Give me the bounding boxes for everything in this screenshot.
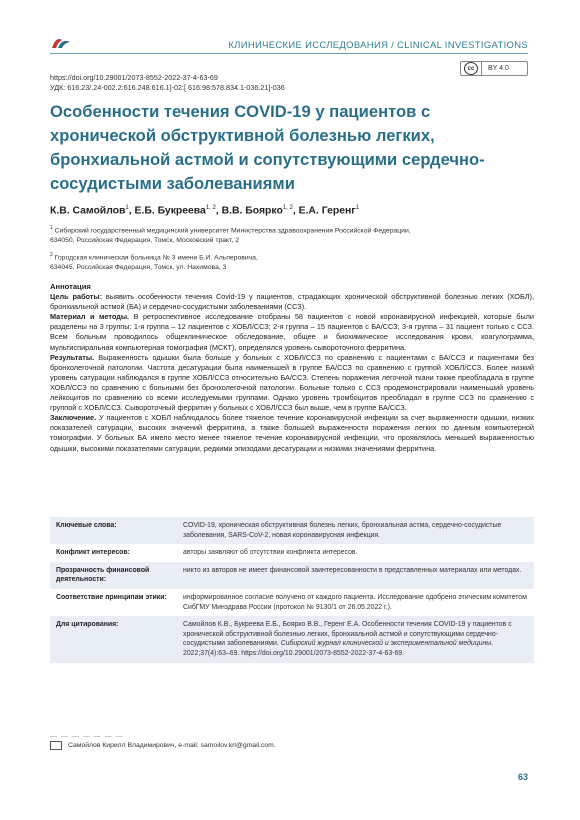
creative-commons-icon: cc (464, 62, 478, 75)
udk: УДК: 616.23/.24-002.2:616.248:616.1]-02:[ 616.98:578.834.1-036.21]-036 (50, 83, 285, 92)
meta-row-keywords: Ключевые слова: COVID-19, хроническая обструктивная болезнь легких, бронхиальная астма, сердечно-сосудистые заболевания, SARS-CoV-2, новая коронавирусная инфекция. (50, 517, 534, 544)
meta-row-conflict: Конфликт интересов: авторы заявляют об отсутствии конфликта интересов. (56, 549, 358, 557)
author-list: К.В. Самойлов$^1$, Е.Б. Букреева$^{1, 2}$, В.В. Боярко$^{1, 2}$, Е.А. Геренг$^1$ (50, 205, 359, 217)
doi-link[interactable]: https://doi.org/10.29001/2073-8552-2022-37-4-63-69 (50, 73, 218, 82)
author-name: К.В. Самойлов (50, 205, 126, 217)
abstract-methods: Материал и методы. В ретроспективное исследование отобраны 58 пациентов с новой коронавирусной инфекцией, которые были разделены на 3 группы: 1-я группа – 12 пациентов с ХОБЛ/ССЗ; 2-я группа – 15 пациентов с БА/ССЗ; 3-я группа – 31 пациент только с ССЗ. Всем больным проводилось общеклиническое обследование, общее и биохимическое исследования крови, коагулограмма, мультиспиральная компьютерная томография (МСКТ), определялся уровень сывороточного ферритина. (50, 312, 534, 352)
author-sup: 1 (355, 205, 359, 211)
meta-row-funding: Прозрачность финансовой деятельности: никто из авторов не имеет финансовой заинтересованности в представленных материалах или методах. (50, 562, 534, 589)
meta-row-ethics: Соответствие принципам этики: информированное согласие получено от каждого пациента. Исследование одобрено этическим комитетом СибГМУ Минздрава России (протокол № 9130/1 от 26.05.2022 г.). (56, 593, 527, 611)
author-name: Е.А. Геренг (298, 205, 356, 217)
author-sup: 1, 2 (205, 205, 216, 211)
header-rule (50, 53, 528, 54)
contact-text[interactable]: Самойлов Кирилл Владимирович, e-mail: samoilov.krl@gmail.com. (68, 742, 276, 749)
abstract-results: Результаты. Выраженность одышки была больше у больных с ХОБЛ/ССЗ по сравнению с пациентами с БА/ССЗ и пациентами без бронхолегочной патологии. Частота десатурации была наименьшей в группе БА/ССЗ по сравнению с группой ХОБЛ/ССЗ. Более низкий уровень сатурации наблюдался в группе ХОБЛ/ССЗ относительно БА/ССЗ. Степень поражения легочной ткани также преобладала в группе ХОБЛ/ССЗ по сравнению с больными без бронхолегочной патологии. Больные только с ССЗ продемонстрировали наименьший уровень лейкоцитов по сравнению со всеми исследуемыми группами. Однако уровень тромбоцитов преобладал в группе ССЗ по сравнению с группой с ХОБЛ/ССЗ. Сывороточный ферритин у больных с ХОБЛ/ССЗ был выше, чем в группе БА/ССЗ. (50, 352, 534, 413)
affiliation: $^1$ Сибирский государственный медицинский университет Министерства здравоохранения Российской Федерации, 634050, Российская Федерация, Томск, Московский тракт, 2 (50, 225, 411, 244)
journal-logo-icon (50, 34, 72, 50)
abstract-goal: Цель работы: выявить особенности течения Covid-19 у пациентов, страдающих хронической обструктивной болезнью легких (ХОБЛ), бронхиальной астмой (БА) и сердечно-сосудистыми заболеваниями (ССЗ). (50, 292, 534, 312)
abstract (50, 282, 534, 454)
abstract-heading: Аннотация (50, 282, 91, 291)
footnote-separator: — — — — — — — (50, 733, 124, 740)
journal-section: КЛИНИЧЕСКИЕ ИССЛЕДОВАНИЯ / CLINICAL INVESTIGATIONS (228, 40, 528, 51)
abstract-conclusion: Заключение. У пациентов с ХОБЛ наблюдалось более тяжелое течение коронавирусной инфекции за счет выраженности одышки, низких показателей сатурации, высоких значений ферритина, а также большей выраженности поражения легких по данным компьютерной томографии. У больных БА имело место менее тяжелое течение коронавирусной инфекции, что проявлялось меньшей выраженностью одышки, высокими показателями сатурации, редкими эпизодами десатурации и низкими значениями ферритина. (50, 413, 534, 453)
author-name: В.В. Боярко (221, 205, 283, 217)
affiliation: $^2$ Городская клиническая больница № 3 имени Б.И. Альперовича, 634045, Российская Федерация, Томск, ул. Нахимова, 3 (50, 252, 258, 271)
doi-block (50, 73, 285, 93)
author-sup: 1 (125, 205, 129, 211)
page-number: 63 (517, 772, 528, 782)
meta-row-citation: Для цитирования: Самойлов К.В., Букреева Е.Б., Боярко В.В., Геренг Е.А. Особенности течения COVID-19 у пациентов с хронической обструктивной болезнью легких, бронхиальной астмой и сопутствующими сердечно-сосудистыми заболеваниями. Сибирский журнал клинической и экспериментальной медицины. 2022;37(4):63–69. https://doi.org/10.29001/2073-8552-2022-37-4-63-69. (50, 616, 534, 662)
license-badge[interactable] (460, 61, 528, 76)
author-sup: 1, 2 (282, 205, 293, 211)
author-name: Е.Б. Букреева (134, 205, 206, 217)
license-text: BY 4.0 (488, 65, 509, 72)
envelope-icon (50, 741, 62, 750)
article-meta-table (50, 517, 534, 663)
corresponding-author (50, 741, 276, 750)
article-title: Особенности течения COVID-19 у пациентов с хронической обструктивной болезнью легких, бронхиальной астмой и сопутствующими сердечно-сосудистыми заболеваниями (50, 102, 485, 193)
